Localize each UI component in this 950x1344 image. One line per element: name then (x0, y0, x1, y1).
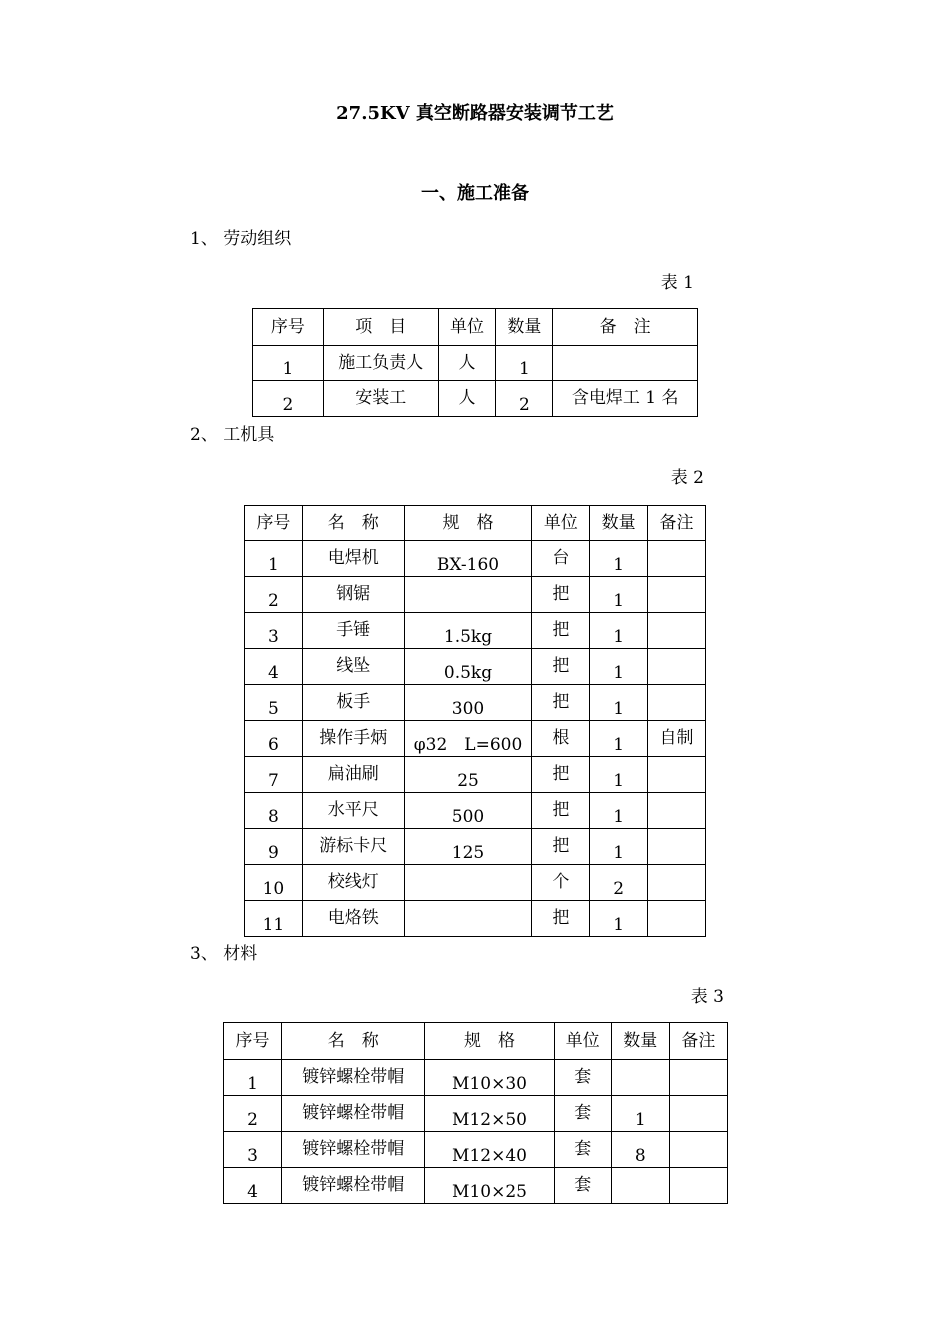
table2-label: 表 2 (670, 468, 704, 488)
table-cell: 台 (532, 541, 590, 577)
header-cell: 单位 (554, 1023, 611, 1060)
table-cell: 套 (554, 1060, 611, 1096)
table-cell: 4 (245, 649, 303, 685)
table-cell: 1 (590, 757, 648, 793)
table-cell: φ32 L=600 (404, 721, 532, 757)
table-cell (648, 613, 706, 649)
table-cell: 1 (245, 541, 303, 577)
table-cell: 1 (253, 346, 324, 381)
table1-label: 表 1 (660, 273, 694, 293)
table-cell (404, 865, 532, 901)
header-cell: 单位 (438, 309, 496, 346)
table-cell (404, 577, 532, 613)
table-cell: 8 (611, 1132, 669, 1168)
subsection-tools: 2、 工机具 (190, 425, 275, 445)
table-cell: BX-160 (404, 541, 532, 577)
table-cell: 套 (554, 1168, 611, 1204)
section-heading: 一、施工准备 (421, 183, 529, 204)
table-cell: 把 (532, 613, 590, 649)
subsection-labor: 1、 劳动组织 (190, 229, 292, 249)
table-cell: 手锤 (302, 613, 404, 649)
materials-table (223, 1022, 728, 1204)
table-cell: 3 (224, 1132, 282, 1168)
header-cell: 数量 (496, 309, 553, 346)
table-cell: 2 (590, 865, 648, 901)
table-row (245, 829, 706, 865)
table-cell: 2 (496, 381, 553, 417)
header-cell: 数量 (611, 1023, 669, 1060)
table-cell: 2 (253, 381, 324, 417)
header-cell: 名 称 (302, 506, 404, 541)
table-cell (648, 649, 706, 685)
table-header-row (253, 309, 698, 346)
table-cell: 套 (554, 1096, 611, 1132)
table-cell: 1 (590, 901, 648, 937)
header-cell: 备 注 (553, 309, 698, 346)
header-cell: 备注 (648, 506, 706, 541)
table-cell: 1 (590, 649, 648, 685)
table-cell: 3 (245, 613, 303, 649)
table-row (245, 793, 706, 829)
table-row (245, 865, 706, 901)
table-cell (648, 685, 706, 721)
table-cell: 1.5kg (404, 613, 532, 649)
table-cell: 把 (532, 649, 590, 685)
table-cell: 施工负责人 (323, 346, 438, 381)
table-cell: 2 (224, 1096, 282, 1132)
table-cell: 自制 (648, 721, 706, 757)
header-cell: 名 称 (282, 1023, 425, 1060)
table-cell: 4 (224, 1168, 282, 1204)
table-cell (648, 541, 706, 577)
table-cell: 套 (554, 1132, 611, 1168)
table-cell: 镀锌螺栓带帽 (282, 1096, 425, 1132)
table-cell: 1 (590, 829, 648, 865)
table-row (245, 541, 706, 577)
table-cell: 根 (532, 721, 590, 757)
table-cell: 6 (245, 721, 303, 757)
table-cell (648, 901, 706, 937)
table-cell: 500 (404, 793, 532, 829)
table-cell: 25 (404, 757, 532, 793)
table-cell (611, 1168, 669, 1204)
header-cell: 序号 (224, 1023, 282, 1060)
table-cell: 1 (224, 1060, 282, 1096)
table-cell (669, 1132, 727, 1168)
table-cell: 电烙铁 (302, 901, 404, 937)
table-cell: 操作手炳 (302, 721, 404, 757)
table-cell: M12×50 (425, 1096, 554, 1132)
table-cell: 电焊机 (302, 541, 404, 577)
table-row (253, 381, 698, 417)
header-cell: 规 格 (425, 1023, 554, 1060)
table-row (245, 577, 706, 613)
table-cell: 镀锌螺栓带帽 (282, 1132, 425, 1168)
table-cell (648, 793, 706, 829)
header-cell: 单位 (532, 506, 590, 541)
table-row (245, 901, 706, 937)
table-cell (669, 1168, 727, 1204)
table-cell: 钢锯 (302, 577, 404, 613)
header-cell: 序号 (253, 309, 324, 346)
table-cell: 镀锌螺栓带帽 (282, 1060, 425, 1096)
table-row (253, 346, 698, 381)
table-cell: 含电焊工 1 名 (553, 381, 698, 417)
table-cell: 人 (438, 381, 496, 417)
table-row (245, 613, 706, 649)
table-cell: 把 (532, 577, 590, 613)
table-cell: 把 (532, 685, 590, 721)
table-cell: 线坠 (302, 649, 404, 685)
table-cell: 0.5kg (404, 649, 532, 685)
table-cell: 300 (404, 685, 532, 721)
table-row (245, 757, 706, 793)
table-cell: 8 (245, 793, 303, 829)
header-cell: 序号 (245, 506, 303, 541)
tools-table (244, 505, 706, 937)
table-cell: 125 (404, 829, 532, 865)
table-row (224, 1096, 728, 1132)
table-row (245, 685, 706, 721)
table-row (245, 721, 706, 757)
table-cell: 个 (532, 865, 590, 901)
table-cell: 把 (532, 757, 590, 793)
table-cell (648, 757, 706, 793)
table-cell: M12×40 (425, 1132, 554, 1168)
table-cell (404, 901, 532, 937)
table-cell (669, 1096, 727, 1132)
table-cell (553, 346, 698, 381)
table-cell: 镀锌螺栓带帽 (282, 1168, 425, 1204)
table-cell: 11 (245, 901, 303, 937)
subsection-materials: 3、 材料 (190, 944, 258, 964)
table-cell: 5 (245, 685, 303, 721)
table-cell: 7 (245, 757, 303, 793)
header-cell: 数量 (590, 506, 648, 541)
table-cell: M10×30 (425, 1060, 554, 1096)
table-cell: 把 (532, 901, 590, 937)
table-cell (648, 577, 706, 613)
table-row (224, 1132, 728, 1168)
table-cell (648, 829, 706, 865)
labor-table (252, 308, 698, 417)
table-row (224, 1168, 728, 1204)
table-cell: 1 (590, 793, 648, 829)
table-cell (669, 1060, 727, 1096)
table-cell: 1 (590, 577, 648, 613)
table-cell: 把 (532, 793, 590, 829)
table-cell: 1 (590, 541, 648, 577)
table-cell: 水平尺 (302, 793, 404, 829)
table-row (224, 1060, 728, 1096)
table-cell: 9 (245, 829, 303, 865)
table-cell: 1 (496, 346, 553, 381)
table-cell: 1 (590, 685, 648, 721)
table-header-row (224, 1023, 728, 1060)
table3-label: 表 3 (690, 987, 724, 1007)
table-cell: 1 (590, 721, 648, 757)
header-cell: 规 格 (404, 506, 532, 541)
table-cell (648, 865, 706, 901)
table-cell (611, 1060, 669, 1096)
table-cell: 1 (590, 613, 648, 649)
table-cell: 10 (245, 865, 303, 901)
header-cell: 项 目 (323, 309, 438, 346)
table-cell: 1 (611, 1096, 669, 1132)
table-cell: 2 (245, 577, 303, 613)
table-cell: M10×25 (425, 1168, 554, 1204)
table-cell: 校线灯 (302, 865, 404, 901)
table-cell: 人 (438, 346, 496, 381)
table-cell: 板手 (302, 685, 404, 721)
table-cell: 安装工 (323, 381, 438, 417)
table-cell: 游标卡尺 (302, 829, 404, 865)
header-cell: 备注 (669, 1023, 727, 1060)
table-cell: 扁油刷 (302, 757, 404, 793)
table-row (245, 649, 706, 685)
table-header-row (245, 506, 706, 541)
document-title: 27.5KV 真空断路器安装调节工艺 (336, 103, 614, 124)
table-cell: 把 (532, 829, 590, 865)
